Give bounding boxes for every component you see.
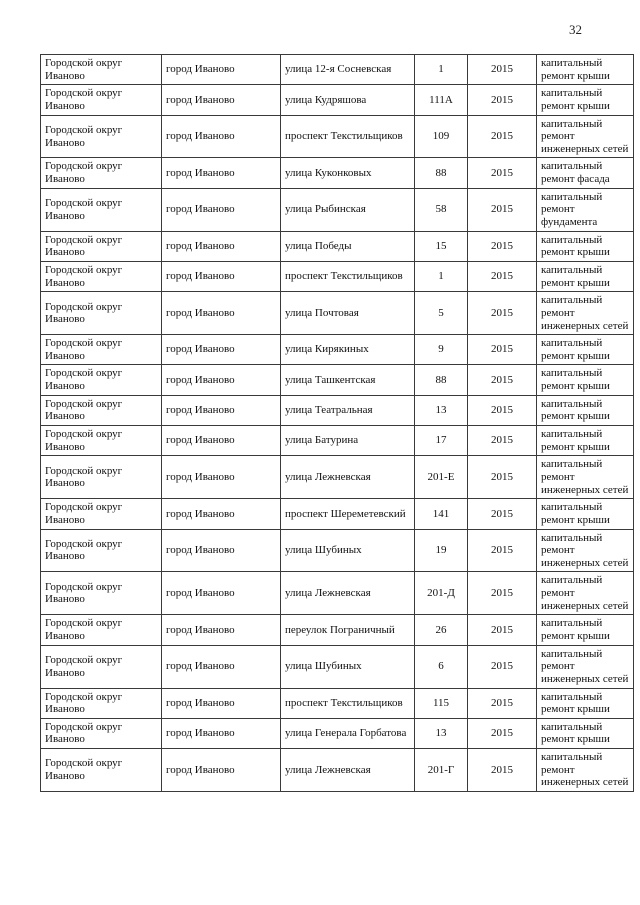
cell-work: капитальный ремонт крыши (537, 261, 634, 291)
cell-year: 2015 (468, 115, 537, 158)
cell-street: улица Шубиных (281, 645, 415, 688)
cell-street: проспект Текстильщиков (281, 261, 415, 291)
cell-district: Городской округ Иваново (41, 231, 162, 261)
cell-house: 88 (415, 365, 468, 395)
cell-work: капитальный ремонт инженерных сетей (537, 115, 634, 158)
cell-street: улица Кирякиных (281, 335, 415, 365)
cell-house: 88 (415, 158, 468, 188)
cell-district: Городской округ Иваново (41, 499, 162, 529)
cell-house: 58 (415, 188, 468, 231)
cell-district: Городской округ Иваново (41, 85, 162, 115)
cell-year: 2015 (468, 615, 537, 645)
cell-district: Городской округ Иваново (41, 426, 162, 456)
cell-district: Городской округ Иваново (41, 718, 162, 748)
table-row (41, 365, 634, 395)
cell-house: 111А (415, 85, 468, 115)
repair-table-body (41, 55, 634, 792)
cell-city: город Иваново (162, 261, 281, 291)
cell-city: город Иваново (162, 158, 281, 188)
cell-district: Городской округ Иваново (41, 188, 162, 231)
table-row (41, 395, 634, 425)
cell-city: город Иваново (162, 572, 281, 615)
cell-year: 2015 (468, 231, 537, 261)
cell-work: капитальный ремонт крыши (537, 395, 634, 425)
cell-city: город Иваново (162, 615, 281, 645)
cell-street: улица Лежневская (281, 456, 415, 499)
cell-year: 2015 (468, 292, 537, 335)
cell-year: 2015 (468, 85, 537, 115)
table-row (41, 572, 634, 615)
cell-city: город Иваново (162, 85, 281, 115)
cell-year: 2015 (468, 688, 537, 718)
cell-street: улица Рыбинская (281, 188, 415, 231)
cell-house: 17 (415, 426, 468, 456)
cell-district: Городской округ Иваново (41, 292, 162, 335)
cell-work: капитальный ремонт фасада (537, 158, 634, 188)
table-row (41, 749, 634, 792)
cell-city: город Иваново (162, 365, 281, 395)
cell-work: капитальный ремонт инженерных сетей (537, 292, 634, 335)
cell-house: 5 (415, 292, 468, 335)
cell-year: 2015 (468, 456, 537, 499)
cell-street: проспект Текстильщиков (281, 688, 415, 718)
cell-district: Городской округ Иваново (41, 335, 162, 365)
cell-house: 201-Е (415, 456, 468, 499)
cell-work: капитальный ремонт крыши (537, 231, 634, 261)
cell-work: капитальный ремонт крыши (537, 688, 634, 718)
cell-city: город Иваново (162, 499, 281, 529)
cell-city: город Иваново (162, 718, 281, 748)
cell-district: Городской округ Иваново (41, 529, 162, 572)
table-row (41, 615, 634, 645)
cell-house: 13 (415, 718, 468, 748)
cell-street: улица Лежневская (281, 572, 415, 615)
cell-street: улица Победы (281, 231, 415, 261)
cell-district: Городской округ Иваново (41, 615, 162, 645)
cell-house: 19 (415, 529, 468, 572)
cell-district: Городской округ Иваново (41, 645, 162, 688)
table-row (41, 335, 634, 365)
table-row (41, 55, 634, 85)
cell-year: 2015 (468, 55, 537, 85)
cell-district: Городской округ Иваново (41, 115, 162, 158)
table-row (41, 456, 634, 499)
cell-year: 2015 (468, 188, 537, 231)
table-row (41, 426, 634, 456)
cell-year: 2015 (468, 499, 537, 529)
cell-year: 2015 (468, 718, 537, 748)
cell-district: Городской округ Иваново (41, 456, 162, 499)
table-row (41, 115, 634, 158)
cell-year: 2015 (468, 572, 537, 615)
cell-year: 2015 (468, 395, 537, 425)
cell-district: Городской округ Иваново (41, 55, 162, 85)
cell-house: 141 (415, 499, 468, 529)
cell-city: город Иваново (162, 55, 281, 85)
cell-house: 1 (415, 261, 468, 291)
cell-house: 201-Д (415, 572, 468, 615)
cell-city: город Иваново (162, 231, 281, 261)
cell-year: 2015 (468, 261, 537, 291)
cell-house: 15 (415, 231, 468, 261)
cell-city: город Иваново (162, 395, 281, 425)
cell-city: город Иваново (162, 749, 281, 792)
cell-work: капитальный ремонт крыши (537, 426, 634, 456)
cell-district: Городской округ Иваново (41, 158, 162, 188)
table-row (41, 718, 634, 748)
cell-city: город Иваново (162, 456, 281, 499)
cell-house: 115 (415, 688, 468, 718)
cell-city: город Иваново (162, 529, 281, 572)
cell-district: Городской округ Иваново (41, 365, 162, 395)
cell-city: город Иваново (162, 426, 281, 456)
cell-house: 201-Г (415, 749, 468, 792)
cell-city: город Иваново (162, 645, 281, 688)
cell-work: капитальный ремонт крыши (537, 365, 634, 395)
cell-street: улица Батурина (281, 426, 415, 456)
repair-program-table (40, 54, 634, 792)
cell-district: Городской округ Иваново (41, 749, 162, 792)
cell-work: капитальный ремонт фундамента (537, 188, 634, 231)
cell-street: улица Лежневская (281, 749, 415, 792)
cell-district: Городской округ Иваново (41, 261, 162, 291)
cell-year: 2015 (468, 426, 537, 456)
cell-year: 2015 (468, 158, 537, 188)
cell-district: Городской округ Иваново (41, 688, 162, 718)
cell-city: город Иваново (162, 292, 281, 335)
cell-house: 109 (415, 115, 468, 158)
cell-work: капитальный ремонт крыши (537, 718, 634, 748)
cell-street: переулок Пограничный (281, 615, 415, 645)
table-row (41, 645, 634, 688)
cell-city: город Иваново (162, 688, 281, 718)
cell-year: 2015 (468, 645, 537, 688)
cell-street: улица Куконковых (281, 158, 415, 188)
cell-work: капитальный ремонт крыши (537, 85, 634, 115)
cell-work: капитальный ремонт крыши (537, 55, 634, 85)
cell-street: улица 12-я Сосневская (281, 55, 415, 85)
cell-city: город Иваново (162, 188, 281, 231)
cell-year: 2015 (468, 749, 537, 792)
cell-street: улица Шубиных (281, 529, 415, 572)
cell-work: капитальный ремонт инженерных сетей (537, 572, 634, 615)
table-row (41, 231, 634, 261)
cell-work: капитальный ремонт инженерных сетей (537, 456, 634, 499)
cell-year: 2015 (468, 529, 537, 572)
page-number: 32 (569, 22, 582, 37)
cell-house: 6 (415, 645, 468, 688)
cell-street: улица Генерала Горбатова (281, 718, 415, 748)
table-row (41, 261, 634, 291)
cell-street: проспект Шереметевский (281, 499, 415, 529)
cell-district: Городской округ Иваново (41, 395, 162, 425)
cell-work: капитальный ремонт инженерных сетей (537, 529, 634, 572)
cell-year: 2015 (468, 335, 537, 365)
cell-street: проспект Текстильщиков (281, 115, 415, 158)
cell-work: капитальный ремонт инженерных сетей (537, 645, 634, 688)
cell-city: город Иваново (162, 335, 281, 365)
cell-house: 26 (415, 615, 468, 645)
cell-year: 2015 (468, 365, 537, 395)
cell-street: улица Театральная (281, 395, 415, 425)
cell-work: капитальный ремонт крыши (537, 499, 634, 529)
table-row (41, 85, 634, 115)
cell-street: улица Почтовая (281, 292, 415, 335)
cell-work: капитальный ремонт крыши (537, 615, 634, 645)
cell-house: 13 (415, 395, 468, 425)
table-row (41, 529, 634, 572)
table-row (41, 158, 634, 188)
table-row (41, 188, 634, 231)
cell-city: город Иваново (162, 115, 281, 158)
cell-street: улица Кудряшова (281, 85, 415, 115)
table-row (41, 688, 634, 718)
cell-street: улица Ташкентская (281, 365, 415, 395)
cell-house: 1 (415, 55, 468, 85)
cell-work: капитальный ремонт крыши (537, 335, 634, 365)
cell-district: Городской округ Иваново (41, 572, 162, 615)
table-row (41, 292, 634, 335)
table-row (41, 499, 634, 529)
cell-work: капитальный ремонт инженерных сетей (537, 749, 634, 792)
cell-house: 9 (415, 335, 468, 365)
